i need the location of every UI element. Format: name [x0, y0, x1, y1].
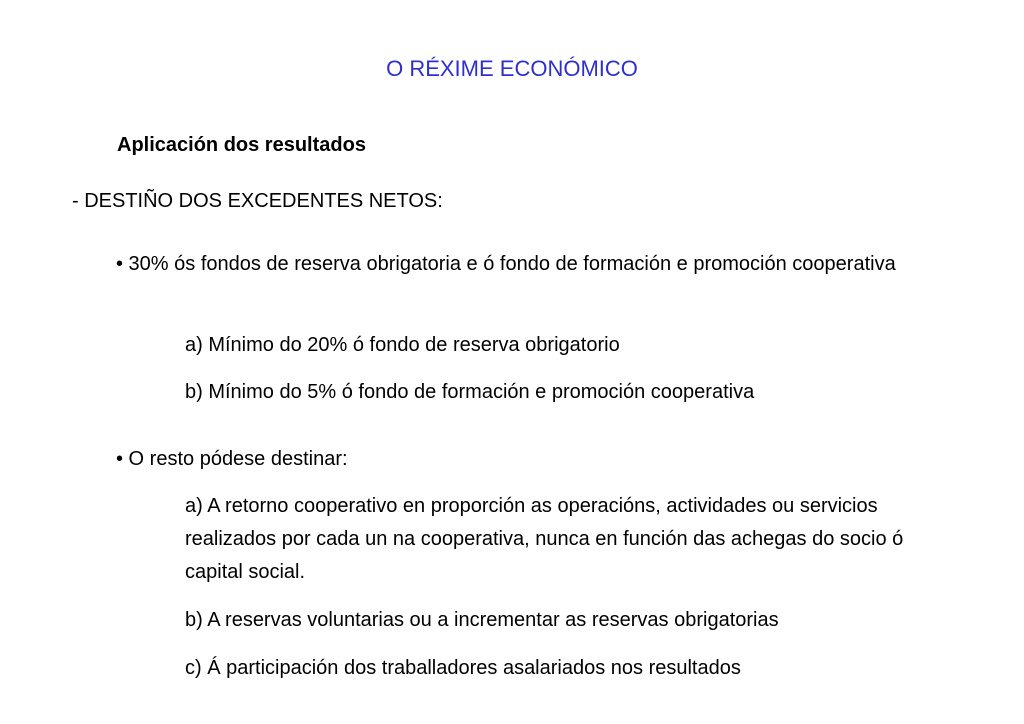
sub-item-training-fund: b) Mínimo do 5% ó fondo de formación e promoción cooperativa — [185, 381, 755, 403]
slide-title: O RÉXIME ECONÓMICO — [386, 56, 638, 81]
sub-item-mandatory-reserve: a) Mínimo do 20% ó fondo de reserva obrigatorio — [185, 334, 620, 356]
sub-item-cooperative-return: a) A retorno cooperativo en proporción as operacións, actividades ou servicios realizados por cada un na cooperativa, nunca en función das achegas do socio ó capital social. — [185, 495, 904, 583]
bullet-remainder: • O resto pódese destinar: — [116, 448, 348, 470]
slide-subtitle: Aplicación dos resultados — [117, 134, 366, 156]
bullet-reserve-funds: • 30% ós fondos de reserva obrigatoria e ó fondo de formación e promoción cooperativa — [116, 253, 896, 275]
sub-item-voluntary-reserves: b) A reservas voluntarias ou a incrementar as reservas obrigatorias — [185, 609, 779, 631]
sub-item-worker-participation: c) Á participación dos traballadores asalariados nos resultados — [185, 657, 741, 679]
section-heading: - DESTIÑO DOS EXCEDENTES NETOS: — [72, 190, 443, 212]
